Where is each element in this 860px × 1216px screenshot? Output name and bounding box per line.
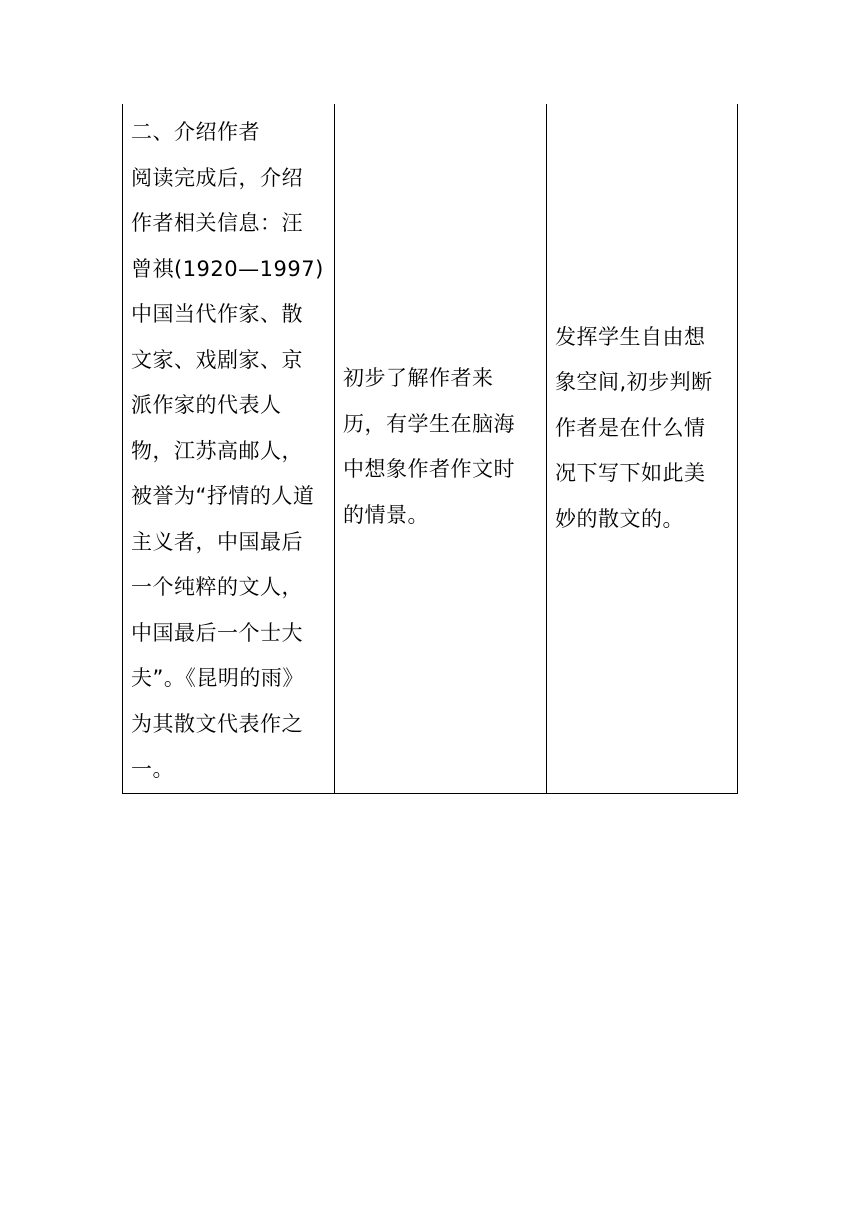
teaching-content-cell [123,104,335,793]
lesson-plan-table [122,104,738,794]
student-activity-text: 初步了解作者来 历，有学生在脑海 中想象作者作文时 的情景。 [343,366,515,527]
design-intent-cell [547,104,738,793]
table-row [123,104,738,793]
teaching-content-text: 二、介绍作者 阅读完成后，介绍 作者相关信息：汪 曾祺(1920—1997) 中国当代作家、散 文家、戏剧家、京 派作家的代表人 物，江苏高邮人， 被誉为“抒情的人道 主义者，中国最后 一个纯粹的文人， 中国最后一个士大 夫”。《昆明的雨》 为其散文代表作之 一。 [131,120,324,781]
design-intent-text: 发挥学生自由想 象空间,初步判断 作者是在什么情 况下写下如此美 妙的散文的。 [555,324,713,531]
student-activity-cell [335,104,547,793]
